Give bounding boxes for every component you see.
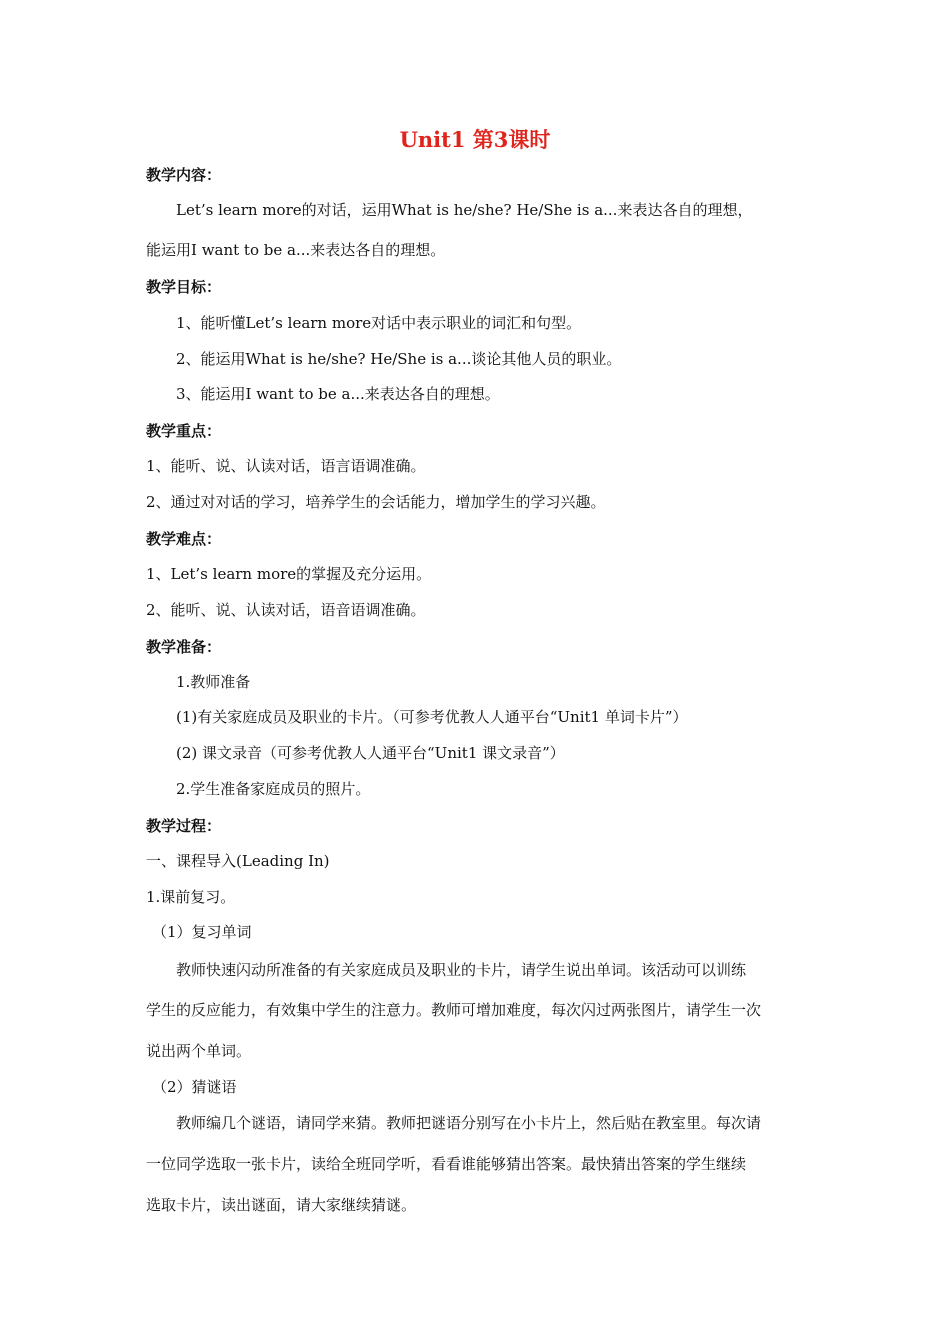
riddle-heading: （2）猜谜语 xyxy=(152,1078,237,1096)
paragraph-line: 教师快速闪动所准备的有关家庭成员及职业的卡片，请学生说出单词。该活动可以训练 xyxy=(176,961,747,979)
page-title: Unit1 第3课时 xyxy=(399,127,551,152)
difficult-heading: 教学难点： xyxy=(146,530,222,548)
paragraph-line: 教师编几个谜语，请同学来猜。教师把谜语分别写在小卡片上，然后贴在教室里。每次请 xyxy=(176,1114,762,1132)
prep-item: 1.教师准备 xyxy=(176,673,251,691)
paragraph-line: 说出两个单词。 xyxy=(146,1042,252,1060)
paragraph-line: 选取卡片，读出谜面，请大家继续猜谜。 xyxy=(146,1196,417,1214)
content-line: 能运用I want to be a...来表达各自的理想。 xyxy=(146,241,446,259)
paragraph-line: 学生的反应能力，有效集中学生的注意力。教师可增加难度，每次闪过两张图片，请学生一次 xyxy=(146,1001,762,1019)
process-step: 一、课程导入(Leading In) xyxy=(146,852,330,870)
prep-item: 2.学生准备家庭成员的照片。 xyxy=(176,780,371,798)
prep-item: (2) 课文录音（可参考优教人人通平台“Unit1 课文录音”） xyxy=(176,744,565,762)
key-item: 1、能听、说、认读对话，语言语调准确。 xyxy=(146,457,426,475)
review-words: （1）复习单词 xyxy=(152,923,252,941)
process-heading: 教学过程： xyxy=(146,817,222,835)
key-item: 2、通过对对话的学习，培养学生的会话能力，增加学生的学习兴趣。 xyxy=(146,493,606,511)
difficult-item: 1、Let’s learn more的掌握及充分运用。 xyxy=(146,565,432,583)
prep-heading: 教学准备： xyxy=(146,638,222,656)
prep-item: (1)有关家庭成员及职业的卡片。（可参考优教人人通平台“Unit1 单词卡片”） xyxy=(176,708,688,726)
content-heading: 教学内容： xyxy=(146,166,222,184)
goal-item: 1、能听懂Let’s learn more对话中表示职业的词汇和句型。 xyxy=(176,314,582,332)
goal-item: 3、能运用I want to be a...来表达各自的理想。 xyxy=(176,385,500,403)
review-item: 1.课前复习。 xyxy=(146,888,236,906)
paragraph-line: 一位同学选取一张卡片，读给全班同学听，看看谁能够猜出答案。最快猜出答案的学生继续 xyxy=(146,1155,747,1173)
content-line: Let’s learn more的对话，运用What is he/she? He/She is a...来表达各自的理想， xyxy=(176,201,753,219)
difficult-item: 2、能听、说、认读对话，语音语调准确。 xyxy=(146,601,426,619)
goals-heading: 教学目标： xyxy=(146,278,222,296)
key-heading: 教学重点： xyxy=(146,422,222,440)
goal-item: 2、能运用What is he/she? He/She is a...谈论其他人员的职业。 xyxy=(176,350,622,368)
